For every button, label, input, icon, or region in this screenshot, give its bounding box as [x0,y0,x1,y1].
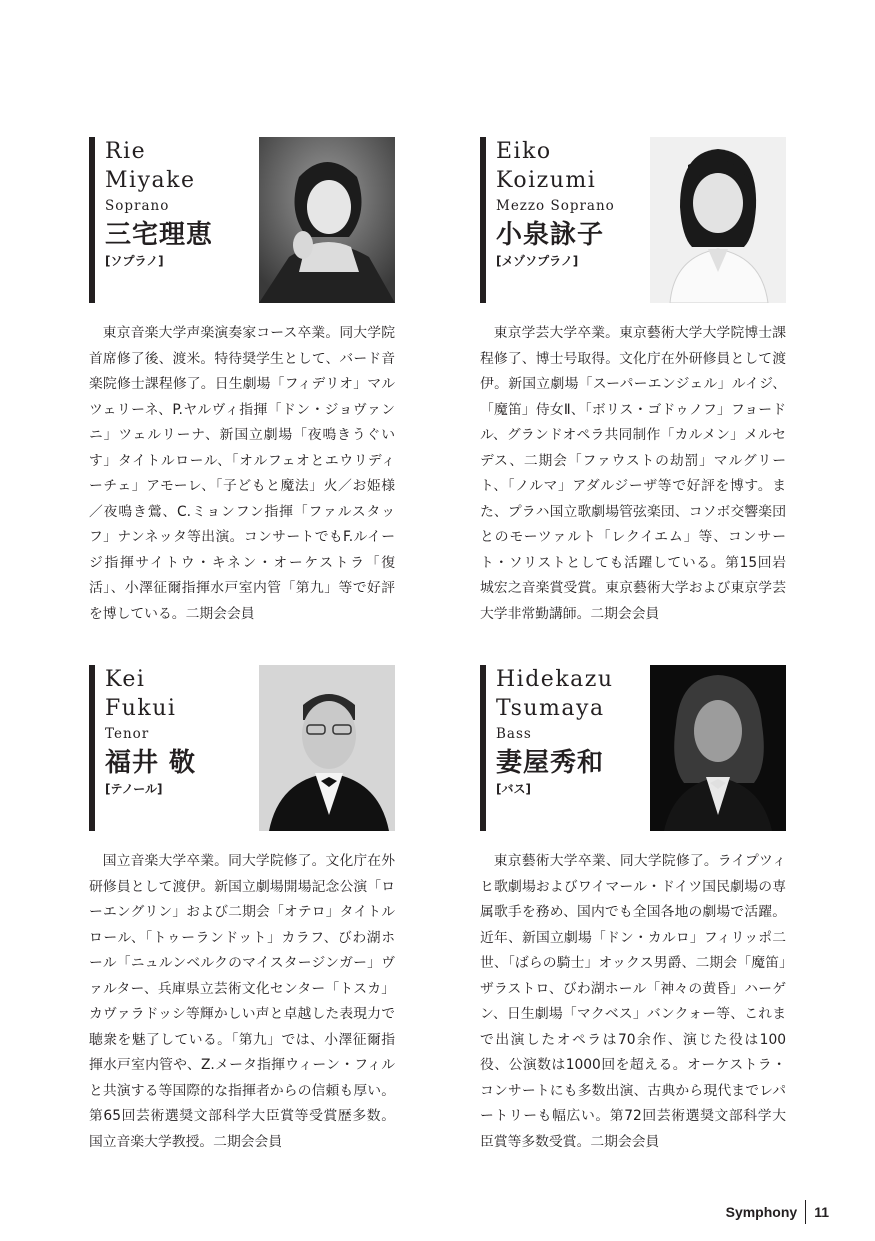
portrait-photo [650,137,786,303]
name-block [496,665,646,797]
biography: 東京音楽大学声楽演奏家コース卒業。同大学院首席修了後、渡米。特待奨学生として、バード音楽院修士課程修了。日生劇場「フィデリオ」マルツェリーネ、P.ヤルヴィ指揮「ドン・ジョヴァンニ」ツェルリーナ、新国立劇場「夜鳴きうぐいす」タイトルロール、「オルフェオとエウリディーチェ」アモーレ、「子どもと魔法」火／お姫様／夜鳴き鶯、C.ミョンフン指揮「ファルスタッフ」ナンネッタ等出演。コンサートでもF.ルイージ指揮サイトウ・キネン・オーケストラ「復活」、小澤征爾指揮水戸室内管「第九」等で好評を博している。二期会会員 [89,325,395,622]
last-name: Tsumaya [496,696,605,721]
first-name: Rie [105,139,147,164]
footer-divider [805,1200,806,1224]
first-name: Eiko [496,139,552,164]
biography: 東京藝術大学卒業、同大学院修了。ライプツィヒ歌劇場およびワイマール・ドイツ国民劇場の専属歌手を務め、国内でも全国各地の劇場で活躍。近年、新国立劇場「ドン・カルロ」フィリッポ二世、「ばらの騎士」オックス男爵、二期会「魔笛」ザラストロ、びわ湖ホール「神々の黄昏」ハーゲン、日生劇場「マクベス」バンクォー等、これまで出演したオペラは70余作、演じた役は100役、公演数は1000回を超える。オーケストラ・コンサートにも多数出演、古典から現代までレパートリーも幅広い。第72回芸術選奨文部科学大臣賞等多数受賞。二期会会員 [480,853,786,1150]
profile-header [480,137,790,303]
biography: 国立音楽大学卒業。同大学院修了。文化庁在外研修員として渡伊。新国立劇場開場記念公演「ローエングリン」および二期会「オテロ」タイトルロール、「トゥーランドット」カラフ、びわ湖ホール「ニュルンベルクのマイスタージンガー」ヴァルター、兵庫県立芸術文化センター「トスカ」カヴァラドッシ等輝かしい声と卓越した表現力で聴衆を魅了している。「第九」では、小澤征爾指揮水戸室内管や、Z.メータ指揮ウィーン・フィルと共演する等国際的な指揮者からの信頼も厚い。第65回芸術選奨文部科学大臣賞等受賞歴多数。国立音楽大学教授。二期会会員 [89,853,395,1150]
japanese-name: 福井 敬 [105,748,197,778]
last-name: Miyake [105,168,196,193]
japanese-name: 小泉詠子 [496,220,605,250]
profile-header [89,137,399,303]
first-name: Hidekazu [496,667,614,692]
name-block [105,665,255,797]
profile-eiko-koizumi [480,137,790,627]
portrait-photo [650,665,786,831]
japanese-voice-type: [ソプラノ] [105,254,164,268]
profile-header [89,665,399,831]
last-name: Fukui [105,696,177,721]
profile-hidekazu-tsumaya [480,665,790,1155]
page-footer [726,1200,829,1224]
name-block [496,137,646,269]
page-number: 11 [814,1204,829,1220]
last-name: Koizumi [496,168,597,193]
name-block [105,137,255,269]
accent-bar [480,665,486,831]
voice-type: Mezzo Soprano [496,198,615,214]
profile-kei-fukui [89,665,399,1155]
first-name: Kei [105,667,146,692]
voice-type: Soprano [105,198,170,214]
japanese-voice-type: [バス] [496,782,531,796]
japanese-voice-type: [メゾソプラノ] [496,254,579,268]
profile-header [480,665,790,831]
accent-bar [480,137,486,303]
japanese-name: 妻屋秀和 [496,748,605,778]
portrait-photo [259,665,395,831]
publication-name: Symphony [725,1204,798,1220]
voice-type: Tenor [105,726,150,742]
accent-bar [89,137,95,303]
portrait-photo [259,137,395,303]
japanese-voice-type: [テノール] [105,782,163,796]
profile-rie-miyake [89,137,399,627]
voice-type: Bass [496,726,532,742]
biography: 東京学芸大学卒業。東京藝術大学大学院博士課程修了、博士号取得。文化庁在外研修員として渡伊。新国立劇場「スーパーエンジェル」ルイジ、「魔笛」侍女Ⅱ、「ボリス・ゴドゥノフ」フョードル、グランドオペラ共同制作「カルメン」メルセデス、二期会「ファウストの劫罰」マルグリート、「ノルマ」アダルジーザ等で好評を博す。また、プラハ国立歌劇場管弦楽団、コソボ交響楽団とのモーツァルト「レクイエム」等、コンサート・ソリストとしても活躍している。第15回岩城宏之音楽賞受賞。東京藝術大学および東京学芸大学非常勤講師。二期会会員 [480,325,786,622]
japanese-name: 三宅理恵 [105,220,214,250]
accent-bar [89,665,95,831]
